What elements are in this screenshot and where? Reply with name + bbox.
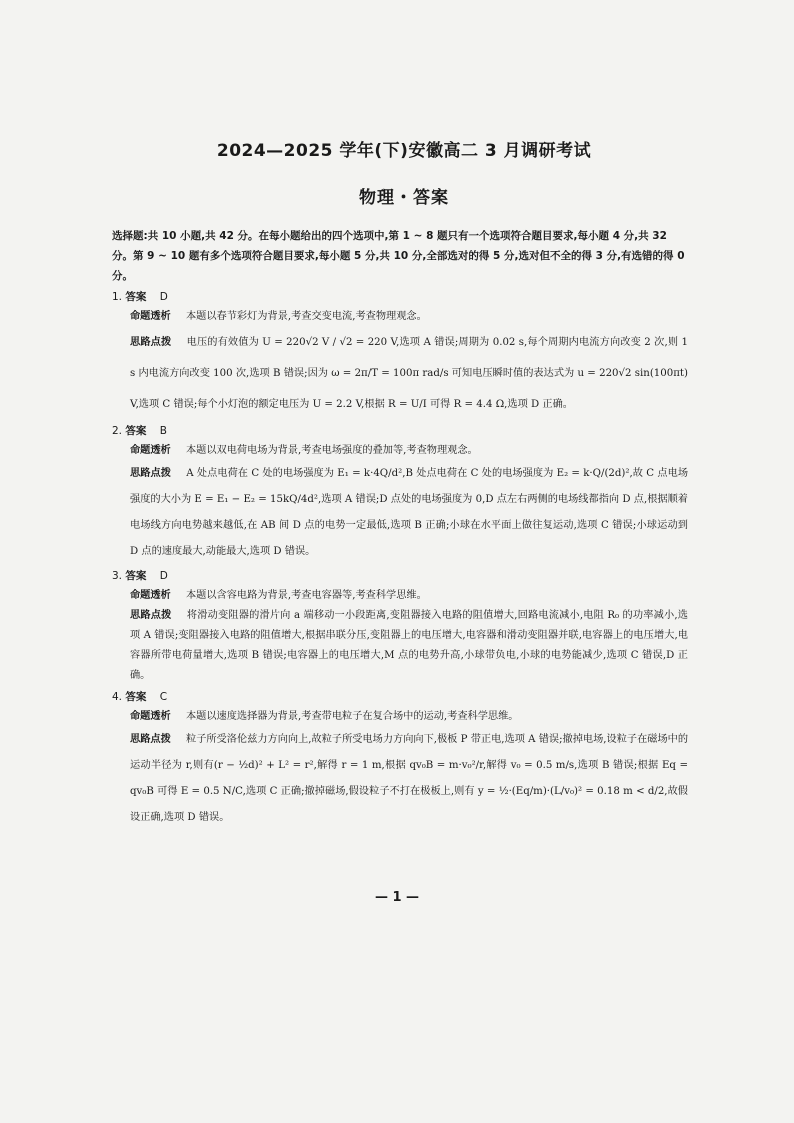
analysis-label: 命题透析: [130, 445, 171, 456]
question-number: 2.: [112, 425, 123, 437]
hint-label: 思路点拨: [130, 468, 171, 479]
analysis-line: [130, 441, 688, 461]
hint-paragraph: [130, 606, 688, 686]
hint-paragraph: [130, 461, 688, 565]
question-1: [112, 287, 688, 420]
hint-paragraph: [130, 727, 688, 831]
answer-value: D: [159, 291, 168, 303]
hint-text: 将滑动变阻器的滑片向 a 端移动一小段距离,变阻器接入电路的阻值增大,回路电流减小,电阻 R₀ 的功率减小,选项 A 错误;变阻器接入电路的阻值增大,根据串联分压,变阻器上的电压增大,电容器和滑动变阻器并联,电容器上的电压增大,电容器所带电荷量增大,选项 B 错误;电容器上的电压增大,M 点的电势升高,小球带负电,小球的电势能减少,选项 C 错误,D 正确。: [130, 610, 688, 681]
question-3: [112, 566, 688, 686]
hint-paragraph: [130, 327, 688, 420]
page-subtitle: 物理・答案: [359, 188, 449, 208]
page-title: 2024—2025 学年(下)安徽高二 3 月调研考试: [216, 141, 592, 161]
answer-line: [112, 421, 678, 441]
analysis-label: 命题透析: [130, 711, 171, 722]
answer-value: D: [159, 570, 168, 582]
hint-label: 思路点拨: [130, 610, 172, 621]
question-4: [112, 687, 689, 831]
analysis-line: [130, 586, 688, 606]
question-number: 4.: [112, 691, 123, 703]
hint-text: 电压的有效值为 U = 220√2 V / √2 = 220 V,选项 A 错误;周期为 0.02 s,每个周期内电流方向改变 2 次,则 1 s 内电流方向改变 100 次,选项 B 错误;因为 ω = 2π/T = 100π rad/s 可知电压瞬时值的表达式为 u = 220√2 sin(100πt) V,选项 C 错误;每个小灯泡的额定电压为 U = 2.2 V,根据 R = U/I 可得 R = 4.4 Ω,选项 D 正确。: [130, 337, 688, 410]
question-number: 3.: [112, 570, 123, 582]
analysis-text: 本题以双电荷电场为背景,考查电场强度的叠加等,考查物理观念。: [186, 445, 478, 456]
analysis-line: [130, 307, 688, 327]
answer-line: [112, 287, 678, 307]
answer-label: 答案: [125, 425, 147, 437]
question-2: [112, 421, 689, 565]
answer-line: [112, 566, 678, 586]
analysis-text: 本题以速度选择器为背景,考查带电粒子在复合场中的运动,考查科学思维。: [186, 711, 519, 722]
analysis-text: 本题以含容电路为背景,考查电容器等,考查科学思维。: [186, 590, 427, 601]
page-number: — 1 —: [374, 890, 420, 905]
hint-label: 思路点拨: [130, 734, 171, 745]
answer-label: 答案: [125, 570, 147, 582]
answer-value: C: [159, 691, 168, 703]
section-intro: 选择题:共 10 小题,共 42 分。在每小题给出的四个选项中,第 1 ~ 8 题只有一个选项符合题目要求,每小题 4 分,共 32 分。第 9 ~ 10 题有多个选项符合题目要求,每小题 5 分,共 10 分,全部选对的得 5 分,选对但不全的得 3 分,有选错的得 0 分。: [112, 230, 685, 282]
answer-label: 答案: [125, 691, 147, 703]
analysis-line: [130, 707, 688, 727]
answer-value: B: [159, 425, 167, 437]
hint-label: 思路点拨: [130, 337, 172, 348]
analysis-text: 本题以春节彩灯为背景,考查交变电流,考查物理观念。: [186, 311, 427, 322]
analysis-label: 命题透析: [130, 590, 171, 601]
hint-text: A 处点电荷在 C 处的电场强度为 E₁ = k·4Q/d²,B 处点电荷在 C 处的电场强度为 E₂ = k·Q/(2d)²,故 C 点电场强度的大小为 E = E₁ − E₂ = 15kQ/4d²,选项 A 错误;D 点处的电场强度为 0,D 点左右两侧的电场线都指向 D 点,根据顺着电场线方向电势越来越低,在 AB 间 D 点的电势一定最低,选项 B 正确;小球在水平面上做往复运动,选项 C 错误;小球运动到 D 点的速度最大,动能最大,选项 D 错误。: [130, 468, 689, 557]
hint-text: 粒子所受洛伦兹力方向向上,故粒子所受电场力方向向下,极板 P 带正电,选项 A 错误;撤掉电场,设粒子在磁场中的运动半径为 r,则有(r − ½d)² + L² = r²,解得 r = 1 m,根据 qv₀B = m·v₀²/r,解得 v₀ = 0.5 m/s,选项 B 错误;根据 Eq = qv₀B 可得 E = 0.5 N/C,选项 C 正确;撤掉磁场,假设粒子不打在极板上,则有 y = ½·(Eq/m)·(L/v₀)² = 0.18 m < d/2,故假设正确,选项 D 错误。: [130, 734, 689, 823]
answer-line: [112, 687, 678, 707]
answer-label: 答案: [125, 291, 147, 303]
question-number: 1.: [112, 291, 123, 303]
analysis-label: 命题透析: [130, 311, 171, 322]
